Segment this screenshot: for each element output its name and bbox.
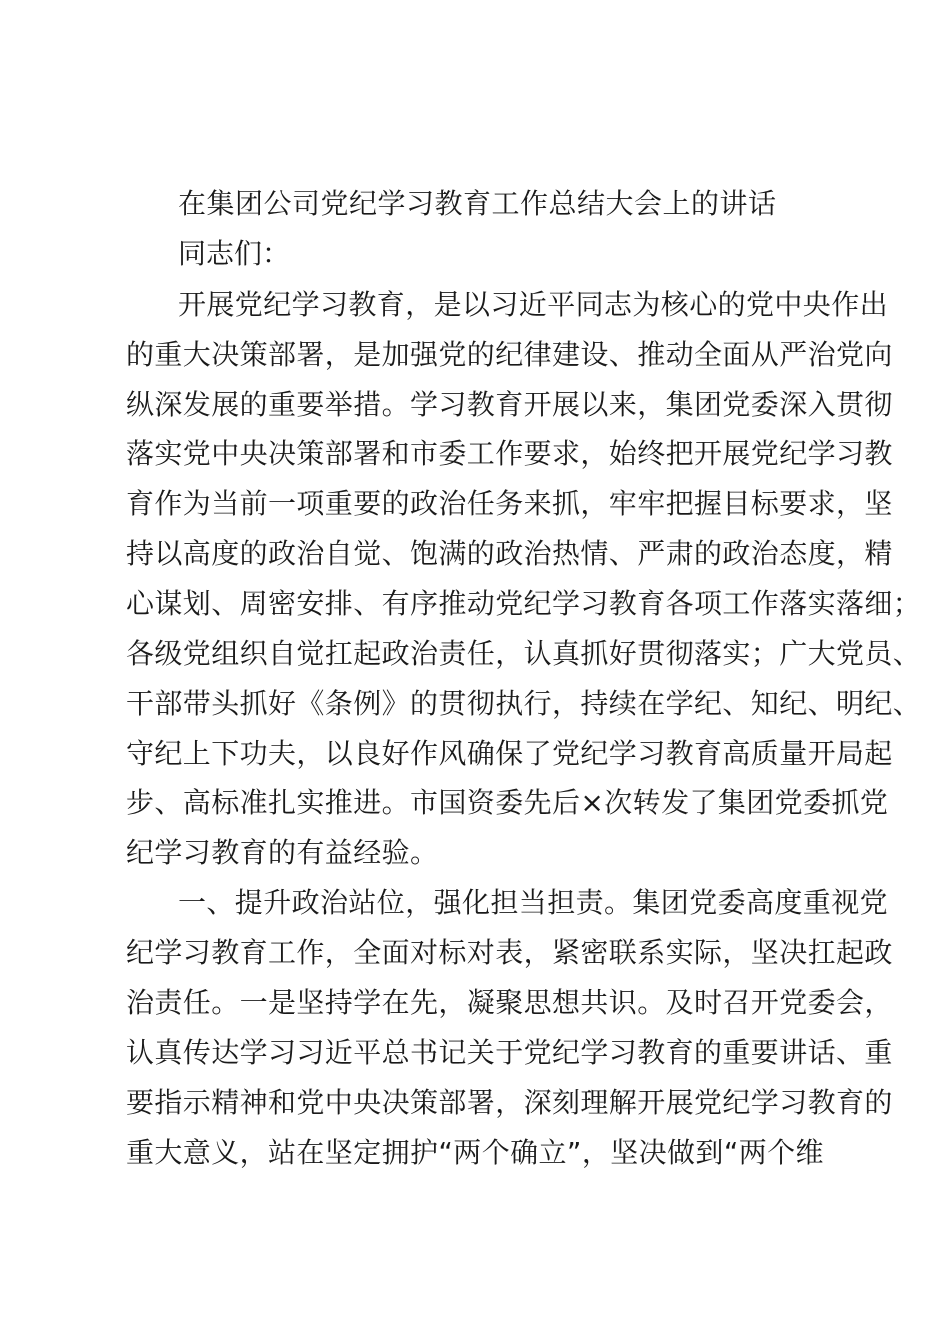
paragraph-1-line-3: 纵深发展的重要举措。学习教育开展以来，集团党委深入贯彻 <box>126 388 893 421</box>
paragraph-1-line-2: 的重大决策部署，是加强党的纪律建设、推动全面从严治党向 <box>126 338 893 371</box>
paragraph-1-line-5: 育作为当前一项重要的政治任务来抓，牢牢把握目标要求，坚 <box>126 487 893 520</box>
paragraph-1-line-6: 持以高度的政治自觉、饱满的政治热情、严肃的政治态度，精 <box>126 537 893 570</box>
paragraph-1-line-9: 干部带头抓好《条例》的贯彻执行，持续在学纪、知纪、明纪、 <box>126 687 922 720</box>
document-title: 在集团公司党纪学习教育工作总结大会上的讲话 <box>178 187 777 220</box>
paragraph-1-line-4: 落实党中央决策部署和市委工作要求，始终把开展党纪学习教 <box>126 437 893 470</box>
paragraph-1-line-1: 开展党纪学习教育，是以习近平同志为核心的党中央作出 <box>178 288 889 321</box>
paragraph-1-line-8: 各级党组织自觉扛起政治责任，认真抓好贯彻落实；广大党员、 <box>126 637 922 670</box>
paragraph-2-line-3: 治责任。一是坚持学在先，凝聚思想共识。及时召开党委会， <box>126 986 893 1019</box>
paragraph-1-line-12: 纪学习教育的有益经验。 <box>126 836 439 869</box>
paragraph-1-line-10: 守纪上下功夫，以良好作风确保了党纪学习教育高质量开局起 <box>126 737 893 770</box>
paragraph-2-line-1: 一、提升政治站位，强化担当担责。集团党委高度重视党 <box>178 886 889 919</box>
paragraph-2-line-4: 认真传达学习习近平总书记关于党纪学习教育的重要讲话、重 <box>126 1036 893 1069</box>
paragraph-1-line-11: 步、高标准扎实推进。市国资委先后×次转发了集团党委抓党 <box>126 786 889 819</box>
paragraph-2-line-5: 要指示精神和党中央决策部署，深刻理解开展党纪学习教育的 <box>126 1086 893 1119</box>
salutation: 同志们： <box>178 237 291 270</box>
paragraph-1-line-7: 心谋划、周密安排、有序推动党纪学习教育各项工作落实落细； <box>126 587 922 620</box>
paragraph-2-line-2: 纪学习教育工作，全面对标对表，紧密联系实际，坚决扛起政 <box>126 936 893 969</box>
paragraph-2-line-6: 重大意义，站在坚定拥护“两个确立”，坚决做到“两个维 <box>126 1136 824 1169</box>
